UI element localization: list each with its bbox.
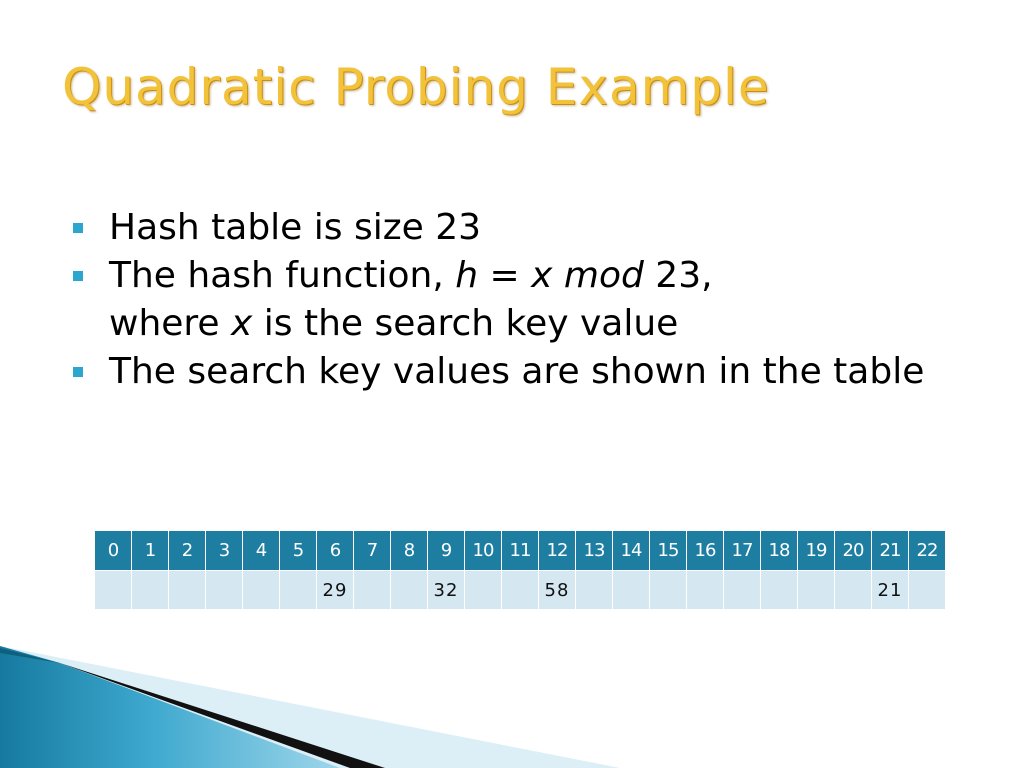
value-cell	[650, 571, 687, 610]
bullet-item	[73, 204, 933, 252]
value-cell: 21	[872, 571, 909, 610]
value-cell	[687, 571, 724, 610]
index-cell: 12	[539, 531, 576, 571]
value-cell	[835, 571, 872, 610]
index-cell: 16	[687, 531, 724, 571]
square-bullet-icon	[73, 367, 83, 377]
bullet-item	[73, 348, 933, 396]
index-row	[95, 531, 946, 571]
variable-x: x	[231, 303, 253, 344]
index-cell: 14	[613, 531, 650, 571]
index-cell: 20	[835, 531, 872, 571]
value-cell	[909, 571, 946, 610]
value-cell	[761, 571, 798, 610]
index-cell: 10	[465, 531, 502, 571]
index-cell: 17	[724, 531, 761, 571]
value-cell	[391, 571, 428, 610]
formula-expression: x mod	[531, 255, 644, 296]
formula-equals: =	[478, 255, 532, 296]
index-cell: 21	[872, 531, 909, 571]
value-cell	[613, 571, 650, 610]
value-cell: 58	[539, 571, 576, 610]
slide-title: Quadratic Probing Example	[62, 58, 770, 116]
value-cell: 32	[428, 571, 465, 610]
index-cell: 3	[206, 531, 243, 571]
index-cell: 19	[798, 531, 835, 571]
index-cell: 0	[95, 531, 132, 571]
index-cell: 1	[132, 531, 169, 571]
value-cell	[132, 571, 169, 610]
index-cell: 6	[317, 531, 354, 571]
bullet-text: The hash function,	[109, 255, 456, 296]
value-cell	[280, 571, 317, 610]
value-cell	[95, 571, 132, 610]
bullet-text: is the search key value	[252, 303, 679, 344]
bullet-list	[73, 204, 933, 396]
index-cell: 2	[169, 531, 206, 571]
formula-h: h	[455, 255, 479, 296]
bullet-text: Hash table is size 23	[109, 207, 482, 248]
index-cell: 15	[650, 531, 687, 571]
value-cell	[502, 571, 539, 610]
value-cell	[724, 571, 761, 610]
value-cell	[576, 571, 613, 610]
value-cell	[354, 571, 391, 610]
value-cell	[206, 571, 243, 610]
square-bullet-icon	[73, 223, 83, 233]
index-cell: 7	[354, 531, 391, 571]
formula-tail: 23,	[643, 255, 713, 296]
bullet-item	[73, 252, 933, 348]
index-cell: 8	[391, 531, 428, 571]
square-bullet-icon	[73, 271, 83, 281]
index-cell: 5	[280, 531, 317, 571]
bullet-text: where	[109, 303, 232, 344]
index-cell: 18	[761, 531, 798, 571]
value-cell	[169, 571, 206, 610]
value-cell	[798, 571, 835, 610]
value-cell	[465, 571, 502, 610]
bullet-text: The search key values are shown in the table	[109, 351, 925, 392]
decorative-swoosh	[0, 643, 620, 768]
index-cell: 4	[243, 531, 280, 571]
index-cell: 22	[909, 531, 946, 571]
value-cell: 29	[317, 571, 354, 610]
value-cell	[243, 571, 280, 610]
index-cell: 9	[428, 531, 465, 571]
index-cell: 13	[576, 531, 613, 571]
index-cell: 11	[502, 531, 539, 571]
value-row	[95, 571, 946, 610]
hash-table	[94, 530, 946, 610]
